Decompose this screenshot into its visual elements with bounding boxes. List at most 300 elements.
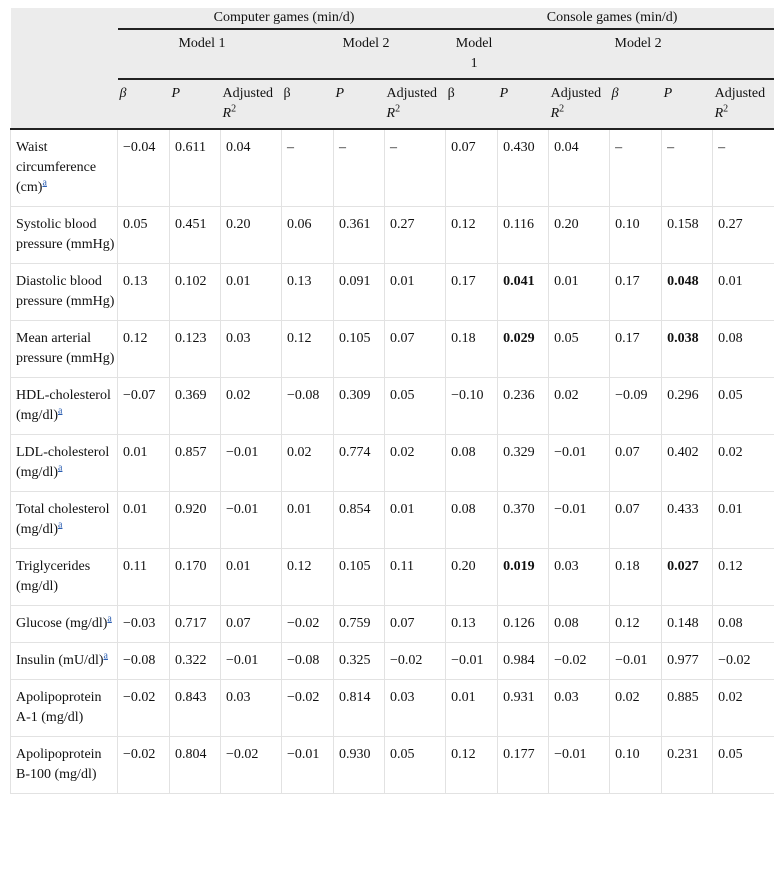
- cell-value: 0.17: [451, 274, 476, 289]
- table-body: [11, 129, 774, 794]
- cell-value: −0.01: [554, 445, 587, 460]
- table-cell: [610, 737, 662, 794]
- table-cell: [446, 492, 498, 549]
- header-corner-3: [11, 79, 118, 129]
- cell-value: 0.231: [667, 747, 699, 762]
- cell-value: −0.08: [123, 653, 156, 668]
- table-cell: [713, 492, 774, 549]
- cell-value: 0.309: [339, 388, 371, 403]
- table-cell: [385, 321, 446, 378]
- table-row: [11, 492, 774, 549]
- table-cell: [118, 207, 170, 264]
- col-p-4: P: [662, 79, 713, 129]
- cell-value: 0.07: [390, 616, 415, 631]
- table-cell: [498, 606, 549, 643]
- cell-value: 0.325: [339, 653, 371, 668]
- cell-value: −0.02: [123, 747, 156, 762]
- cell-value: 0.02: [226, 388, 251, 403]
- cell-value: 0.05: [123, 217, 148, 232]
- row-label-text: Mean arterial pressure (mmHg): [16, 331, 115, 366]
- cell-value: −0.10: [451, 388, 484, 403]
- table-header: [11, 8, 774, 129]
- cell-value: −0.02: [718, 653, 751, 668]
- footnote-link[interactable]: a: [58, 462, 63, 474]
- table-cell: [662, 207, 713, 264]
- table-cell: [610, 680, 662, 737]
- cell-value: −0.02: [287, 616, 320, 631]
- cell-value: 0.931: [503, 690, 535, 705]
- cell-value: 0.01: [554, 274, 579, 289]
- table-cell: [446, 435, 498, 492]
- cell-value: 0.02: [615, 690, 640, 705]
- table-cell: [221, 643, 282, 680]
- cell-value: −0.01: [451, 653, 484, 668]
- col-adj-2: Adjusted $R^2$: [385, 79, 446, 129]
- table-cell: [549, 129, 610, 207]
- cell-value: 0.12: [718, 559, 743, 574]
- table-cell: [498, 549, 549, 606]
- table-cell: [446, 129, 498, 207]
- table-cell: [713, 643, 774, 680]
- footnote-link[interactable]: a: [58, 405, 63, 417]
- table-cell: [221, 264, 282, 321]
- row-label-text: Triglycerides (mg/dl): [16, 559, 91, 594]
- table-cell: [118, 643, 170, 680]
- table-cell: [385, 643, 446, 680]
- table-cell: [170, 549, 221, 606]
- row-label-text: Apolipoprotein B-100 (mg/dl): [16, 747, 102, 782]
- cell-value: 0.13: [123, 274, 148, 289]
- col-adj-1: Adjusted $R^2$: [221, 79, 282, 129]
- cell-value: 0.03: [554, 690, 579, 705]
- table-cell: [498, 492, 549, 549]
- table-cell: [610, 207, 662, 264]
- table-cell: [610, 264, 662, 321]
- table-cell: [334, 606, 385, 643]
- table-cell: [282, 321, 334, 378]
- table-cell: [385, 549, 446, 606]
- table-cell: [385, 207, 446, 264]
- table-cell: [549, 264, 610, 321]
- row-label: [11, 606, 118, 643]
- table-cell: [446, 680, 498, 737]
- table-cell: [170, 737, 221, 794]
- table-cell: [713, 264, 774, 321]
- table-cell: [385, 378, 446, 435]
- col-beta-1: β: [118, 79, 170, 129]
- table-row: [11, 129, 774, 207]
- table-cell: [610, 643, 662, 680]
- cell-value: −0.02: [554, 653, 587, 668]
- table-cell: [498, 643, 549, 680]
- table-cell: [498, 264, 549, 321]
- model1-console-label-b: 1: [470, 56, 478, 71]
- table-row: [11, 680, 774, 737]
- table-cell: [334, 643, 385, 680]
- cell-value: 0.170: [175, 559, 207, 574]
- cell-value: 0.451: [175, 217, 207, 232]
- model1-computer-header: Model 1: [118, 29, 282, 79]
- cell-value: 0.17: [615, 274, 640, 289]
- table-cell: [385, 606, 446, 643]
- table-cell: [385, 264, 446, 321]
- table-cell: [498, 435, 549, 492]
- table-cell: [610, 549, 662, 606]
- header-corner-2: [11, 29, 118, 79]
- cell-value: 0.07: [226, 616, 251, 631]
- table-cell: [282, 606, 334, 643]
- cell-value: 0.12: [287, 559, 312, 574]
- table-cell: [713, 680, 774, 737]
- table-cell: [610, 606, 662, 643]
- cell-value: 0.105: [339, 331, 371, 346]
- table-cell: [498, 207, 549, 264]
- row-label-text: Insulin (mU/dl): [16, 653, 104, 668]
- cell-value: 0.01: [390, 274, 415, 289]
- cell-value: 0.930: [339, 747, 371, 762]
- cell-value: 0.02: [718, 445, 743, 460]
- cell-value: 0.177: [503, 747, 535, 762]
- cell-value: 0.296: [667, 388, 699, 403]
- model1-console-label-a: Model: [455, 36, 493, 51]
- cell-value: 0.03: [554, 559, 579, 574]
- table-cell: [118, 680, 170, 737]
- table-cell: [662, 378, 713, 435]
- group-header-computer: Computer games (min/d): [118, 8, 446, 29]
- table-cell: [282, 207, 334, 264]
- table-cell: [713, 737, 774, 794]
- table-row: [11, 435, 774, 492]
- row-label-text: Waist circumference (cm): [16, 140, 97, 195]
- cell-value: −0.01: [554, 747, 587, 762]
- table-cell: [662, 264, 713, 321]
- row-label: [11, 435, 118, 492]
- footnote-link[interactable]: a: [107, 613, 112, 625]
- table-cell: [221, 737, 282, 794]
- table-cell: [662, 643, 713, 680]
- row-label-text: LDL-cholesterol (mg/dl): [16, 445, 110, 480]
- table-cell: [282, 549, 334, 606]
- table-cell: [118, 378, 170, 435]
- table-row: [11, 606, 774, 643]
- table-cell: [170, 492, 221, 549]
- cell-value: 0.759: [339, 616, 371, 631]
- table-cell: [549, 643, 610, 680]
- cell-value: −0.02: [123, 690, 156, 705]
- cell-value: 0.12: [123, 331, 148, 346]
- results-table-container: [10, 8, 770, 794]
- cell-value: −0.02: [287, 690, 320, 705]
- col-adj-4: Adjusted $R^2$: [713, 79, 774, 129]
- cell-value: 0.04: [226, 140, 251, 155]
- cell-value: 0.07: [615, 502, 640, 517]
- cell-value: 0.08: [718, 616, 743, 631]
- cell-value: 0.433: [667, 502, 699, 517]
- cell-value: 0.369: [175, 388, 207, 403]
- table-row: [11, 321, 774, 378]
- cell-value: −0.09: [615, 388, 648, 403]
- table-cell: [610, 378, 662, 435]
- table-cell: [446, 321, 498, 378]
- table-cell: [713, 549, 774, 606]
- row-label: [11, 492, 118, 549]
- cell-value: 0.02: [287, 445, 312, 460]
- row-label: [11, 264, 118, 321]
- row-label: [11, 680, 118, 737]
- table-cell: [221, 207, 282, 264]
- cell-value: 0.977: [667, 653, 699, 668]
- cell-value: 0.11: [390, 559, 414, 574]
- table-cell: [334, 737, 385, 794]
- cell-value: –: [287, 140, 294, 155]
- cell-value: 0.885: [667, 690, 699, 705]
- table-cell: [334, 207, 385, 264]
- row-label-text: Systolic blood pressure (mmHg): [16, 217, 115, 252]
- cell-value: 0.13: [287, 274, 312, 289]
- table-cell: [282, 264, 334, 321]
- footnote-link[interactable]: a: [42, 177, 47, 189]
- row-label-text: Glucose (mg/dl): [16, 616, 108, 631]
- table-cell: [713, 378, 774, 435]
- table-cell: [282, 378, 334, 435]
- row-label: [11, 321, 118, 378]
- table-cell: [662, 129, 713, 207]
- col-p-3: P: [498, 79, 549, 129]
- table-cell: [221, 378, 282, 435]
- row-label-text: HDL-cholesterol (mg/dl): [16, 388, 111, 423]
- table-cell: [170, 378, 221, 435]
- cell-value: 0.01: [718, 274, 743, 289]
- row-label-text: Diastolic blood pressure (mmHg): [16, 274, 115, 309]
- cell-value: 0.12: [451, 217, 476, 232]
- table-cell: [662, 321, 713, 378]
- cell-value: 0.08: [718, 331, 743, 346]
- significant-value: 0.048: [667, 274, 699, 289]
- table-cell: [662, 680, 713, 737]
- row-label: [11, 549, 118, 606]
- table-cell: [610, 492, 662, 549]
- table-cell: [610, 129, 662, 207]
- table-cell: [221, 680, 282, 737]
- footnote-link[interactable]: a: [103, 650, 108, 662]
- row-label: [11, 643, 118, 680]
- cell-value: 0.20: [226, 217, 251, 232]
- cell-value: −0.02: [390, 653, 423, 668]
- cell-value: 0.02: [718, 690, 743, 705]
- cell-value: 0.07: [390, 331, 415, 346]
- col-beta-2: β: [282, 79, 334, 129]
- cell-value: 0.01: [451, 690, 476, 705]
- cell-value: 0.430: [503, 140, 535, 155]
- cell-value: 0.11: [123, 559, 147, 574]
- cell-value: 0.03: [226, 690, 251, 705]
- col-adj-3: Adjusted $R^2$: [549, 79, 610, 129]
- cell-value: 0.717: [175, 616, 207, 631]
- table-cell: [282, 643, 334, 680]
- cell-value: 0.27: [718, 217, 743, 232]
- significant-value: 0.019: [503, 559, 535, 574]
- table-cell: [713, 321, 774, 378]
- table-cell: [549, 207, 610, 264]
- table-cell: [498, 737, 549, 794]
- cell-value: 0.02: [554, 388, 579, 403]
- table-cell: [549, 435, 610, 492]
- table-cell: [282, 680, 334, 737]
- cell-value: 0.08: [451, 445, 476, 460]
- cell-value: 0.13: [451, 616, 476, 631]
- cell-value: 0.01: [390, 502, 415, 517]
- table-cell: [610, 435, 662, 492]
- cell-value: 0.07: [451, 140, 476, 155]
- cell-value: −0.07: [123, 388, 156, 403]
- cell-value: 0.05: [390, 747, 415, 762]
- cell-value: 0.10: [615, 747, 640, 762]
- cell-value: 0.03: [226, 331, 251, 346]
- cell-value: –: [718, 140, 726, 155]
- row-label: [11, 207, 118, 264]
- cell-value: 0.03: [390, 690, 415, 705]
- row-label: [11, 129, 118, 207]
- table-cell: [221, 549, 282, 606]
- cell-value: 0.236: [503, 388, 535, 403]
- cell-value: −0.08: [287, 388, 320, 403]
- cell-value: 0.10: [615, 217, 640, 232]
- cell-value: 0.322: [175, 653, 207, 668]
- table-cell: [446, 549, 498, 606]
- table-cell: [334, 378, 385, 435]
- table-cell: [118, 737, 170, 794]
- table-cell: [446, 643, 498, 680]
- table-cell: [221, 129, 282, 207]
- cell-value: 0.08: [554, 616, 579, 631]
- table-row: [11, 207, 774, 264]
- cell-value: 0.814: [339, 690, 371, 705]
- table-cell: [170, 129, 221, 207]
- table-cell: [118, 129, 170, 207]
- cell-value: 0.091: [339, 274, 371, 289]
- table-cell: [446, 378, 498, 435]
- table-row: [11, 737, 774, 794]
- table-cell: [498, 378, 549, 435]
- model2-computer-header: Model 2: [282, 29, 446, 79]
- table-cell: [498, 129, 549, 207]
- table-cell: [713, 606, 774, 643]
- table-cell: [385, 435, 446, 492]
- table-cell: [170, 321, 221, 378]
- cell-value: −0.03: [123, 616, 156, 631]
- table-cell: [713, 207, 774, 264]
- cell-value: 0.126: [503, 616, 535, 631]
- table-cell: [170, 207, 221, 264]
- table-cell: [662, 737, 713, 794]
- cell-value: 0.158: [667, 217, 699, 232]
- cell-value: 0.370: [503, 502, 535, 517]
- table-cell: [221, 321, 282, 378]
- cell-value: 0.08: [451, 502, 476, 517]
- table-cell: [662, 435, 713, 492]
- cell-value: 0.116: [503, 217, 535, 232]
- cell-value: 0.12: [287, 331, 312, 346]
- cell-value: 0.774: [339, 445, 371, 460]
- cell-value: −0.01: [554, 502, 587, 517]
- cell-value: 0.05: [390, 388, 415, 403]
- footnote-link[interactable]: a: [58, 519, 63, 531]
- table-cell: [334, 321, 385, 378]
- cell-value: 0.05: [554, 331, 579, 346]
- table-cell: [713, 435, 774, 492]
- cell-value: 0.12: [451, 747, 476, 762]
- table-cell: [385, 129, 446, 207]
- table-cell: [549, 680, 610, 737]
- row-label: [11, 737, 118, 794]
- cell-value: 0.854: [339, 502, 371, 517]
- table-cell: [334, 492, 385, 549]
- table-cell: [170, 643, 221, 680]
- cell-value: 0.27: [390, 217, 415, 232]
- table-cell: [170, 606, 221, 643]
- cell-value: 0.361: [339, 217, 371, 232]
- table-cell: [498, 680, 549, 737]
- table-cell: [282, 737, 334, 794]
- cell-value: 0.148: [667, 616, 699, 631]
- cell-value: –: [667, 140, 675, 155]
- cell-value: 0.804: [175, 747, 207, 762]
- table-cell: [549, 378, 610, 435]
- model2-console-header: Model 2: [498, 29, 774, 79]
- cell-value: 0.20: [554, 217, 579, 232]
- cell-value: 0.12: [615, 616, 640, 631]
- table-cell: [221, 435, 282, 492]
- significant-value: 0.041: [503, 274, 535, 289]
- cell-value: 0.01: [718, 502, 743, 517]
- table-cell: [549, 321, 610, 378]
- table-cell: [385, 492, 446, 549]
- col-p-1: P: [170, 79, 221, 129]
- cell-value: 0.18: [451, 331, 476, 346]
- cell-value: 0.05: [718, 747, 743, 762]
- cell-value: 0.857: [175, 445, 207, 460]
- row-label: [11, 378, 118, 435]
- col-beta-4: β: [610, 79, 662, 129]
- cell-value: 0.843: [175, 690, 207, 705]
- significant-value: 0.027: [667, 559, 699, 574]
- table-cell: [118, 606, 170, 643]
- model1-console-header: [446, 29, 498, 79]
- cell-value: 0.05: [718, 388, 743, 403]
- cell-value: 0.123: [175, 331, 207, 346]
- cell-value: −0.01: [287, 747, 320, 762]
- cell-value: 0.07: [615, 445, 640, 460]
- cell-value: 0.329: [503, 445, 535, 460]
- cell-value: 0.01: [123, 502, 148, 517]
- table-cell: [713, 129, 774, 207]
- cell-value: −0.01: [226, 502, 259, 517]
- table-cell: [662, 492, 713, 549]
- table-cell: [282, 435, 334, 492]
- table-cell: [334, 680, 385, 737]
- cell-value: −0.08: [287, 653, 320, 668]
- table-cell: [610, 321, 662, 378]
- cell-value: 0.105: [339, 559, 371, 574]
- cell-value: −0.01: [226, 445, 259, 460]
- table-cell: [118, 264, 170, 321]
- cell-value: 0.01: [123, 445, 148, 460]
- cell-value: 0.920: [175, 502, 207, 517]
- table-cell: [118, 492, 170, 549]
- cell-value: –: [339, 140, 346, 155]
- cell-value: −0.02: [226, 747, 259, 762]
- cell-value: 0.18: [615, 559, 640, 574]
